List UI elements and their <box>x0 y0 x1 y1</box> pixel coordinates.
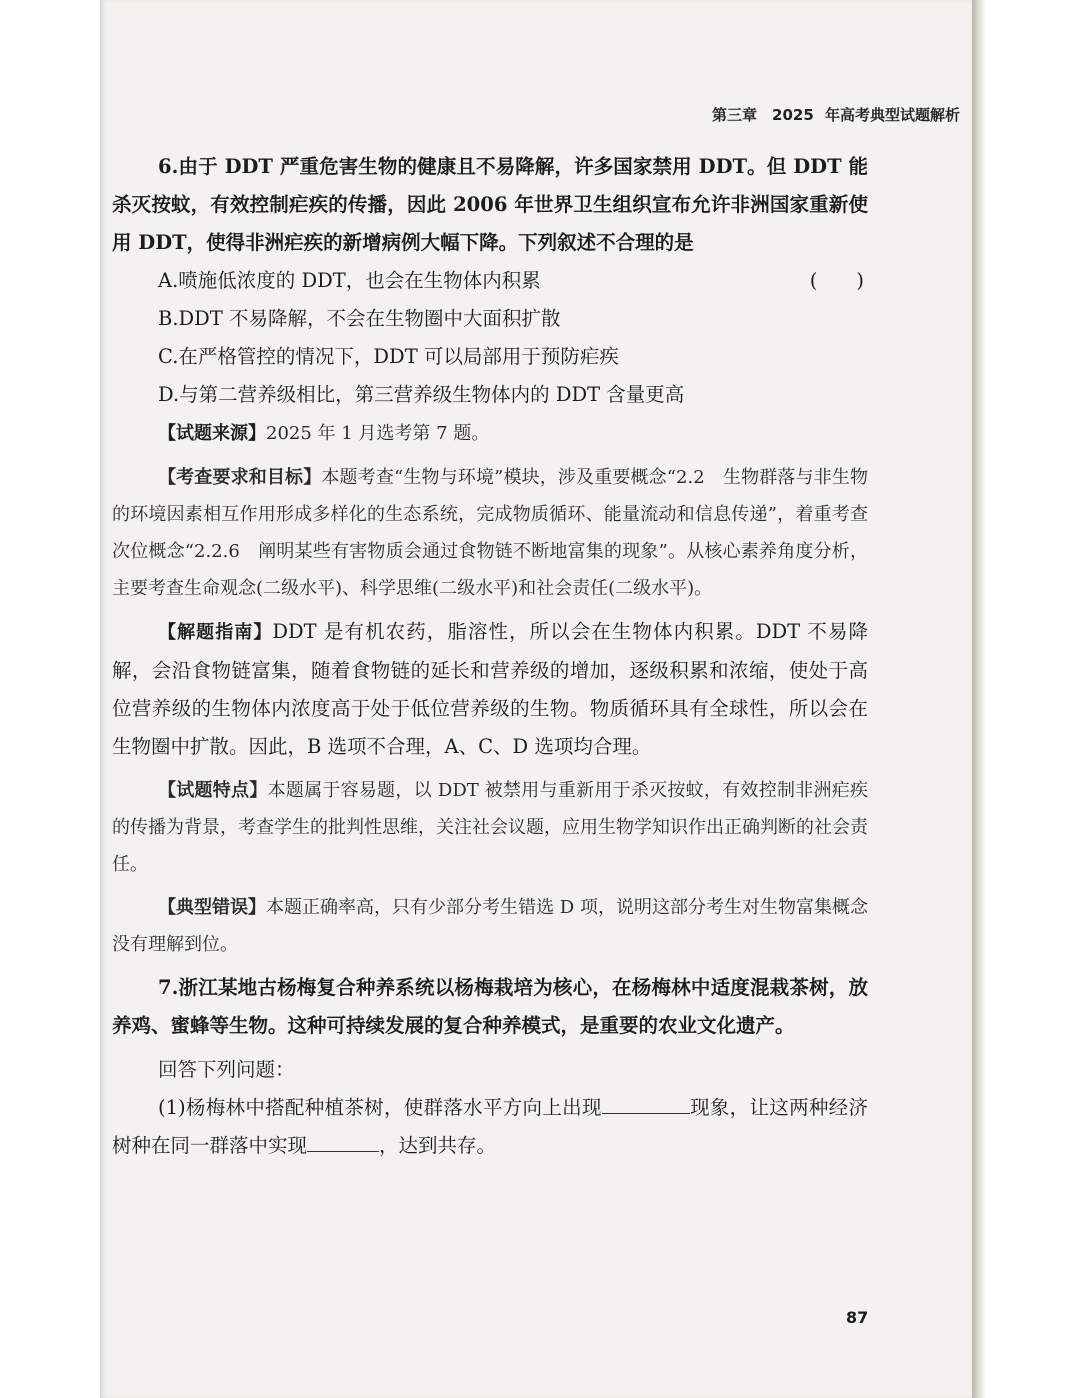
part-1-text-b: 现象，让这两种经济树种在同一群落中实现 <box>112 1096 868 1157</box>
option-a: A.喷施低浓度的 DDT，也会在生物体内积累 <box>158 269 541 292</box>
option-b: B.DDT 不易降解，不会在生物圈中大面积扩散 <box>158 307 561 330</box>
source-tag: 【试题来源】 <box>158 423 266 444</box>
error-tag: 【典型错误】 <box>158 897 267 918</box>
option-c: C.在严格管控的情况下，DDT 可以局部用于预防疟疾 <box>158 345 619 368</box>
feature-tag: 【试题特点】 <box>158 780 268 801</box>
option-d: D.与第二营养级相比，第三营养级生物体内的 DDT 含量更高 <box>158 383 685 406</box>
error-section <box>112 889 868 963</box>
question-7-prompt: 回答下列问题： <box>158 1058 295 1081</box>
question-7-part-1 <box>112 1089 868 1165</box>
page-edge-shadow <box>972 0 986 1398</box>
source-section <box>112 414 868 453</box>
requirement-section <box>112 459 868 607</box>
question-7-stem: 7.浙江某地古杨梅复合种养系统以杨梅栽培为核心，在杨梅林中适度混栽茶树，放养鸡、蜜蜂等生物。这种可持续发展的复合种养模式，是重要的农业文化遗产。 <box>112 976 868 1037</box>
scan-margin <box>0 0 100 1398</box>
answer-paren: ( ) <box>809 269 864 292</box>
feature-section <box>112 772 868 883</box>
requirement-text: 本题考查“生物与环境”模块，涉及重要概念“2.2 生物群落与非生物的环境因素相互作用形成多样化的生态系统，完成物质循环、能量流动和信息传递”，着重考查次位概念“2.2.6 阐明某些有害物质会通过食物链不断地富集的现象”。从核心素养角度分析，主要考查生命观念(二级水平)、科学思维(二级水平)和社会责任(二级水平)。 <box>112 467 869 599</box>
page-content <box>112 148 868 1165</box>
page-number: 87 <box>846 1308 869 1327</box>
question-6-stem: 6.由于 DDT 严重危害生物的健康且不易降解，许多国家禁用 DDT。但 DDT 能杀灭按蚊，有效控制疟疾的传播，因此 2006 年世界卫生组织宣布允许非洲国家重新使用 DDT，使得非洲疟疾的新增病例大幅下降。下列叙述不合理的是 <box>112 155 868 254</box>
source-text: 2025 年 1 月选考第 7 题。 <box>266 423 490 444</box>
guide-text: DDT 是有机农药，脂溶性，所以会在生物体内积累。DDT 不易降解，会沿食物链富集，随着食物链的延长和营养级的增加，逐级积累和浓缩，使处于高位营养级的生物体内浓度高于处于低位营养级的生物。物质循环具有全球性，所以会在生物圈中扩散。因此，B 选项不合理，A、C、D 选项均合理。 <box>112 620 869 758</box>
guide-tag: 【解题指南】 <box>158 622 273 643</box>
part-1-text-c: ，达到共存。 <box>379 1134 497 1157</box>
running-header: 第三章 2025 年高考典型试题解析 <box>712 106 960 124</box>
error-text: 本题正确率高，只有少部分考生错选 D 项，说明这部分考生对生物富集概念没有理解到位。 <box>112 897 869 955</box>
answer-blank-1 <box>602 1091 690 1114</box>
answer-blank-2 <box>307 1129 379 1152</box>
feature-text: 本题属于容易题，以 DDT 被禁用与重新用于杀灭按蚊，有效控制非洲疟疾的传播为背景，考查学生的批判性思维，关注社会议题，应用生物学知识作出正确判断的社会责任。 <box>112 780 869 875</box>
part-1-text-a: (1)杨梅林中搭配种植茶树，使群落水平方向上出现 <box>158 1096 602 1119</box>
guide-section <box>112 613 868 766</box>
requirement-tag: 【考查要求和目标】 <box>158 467 322 488</box>
